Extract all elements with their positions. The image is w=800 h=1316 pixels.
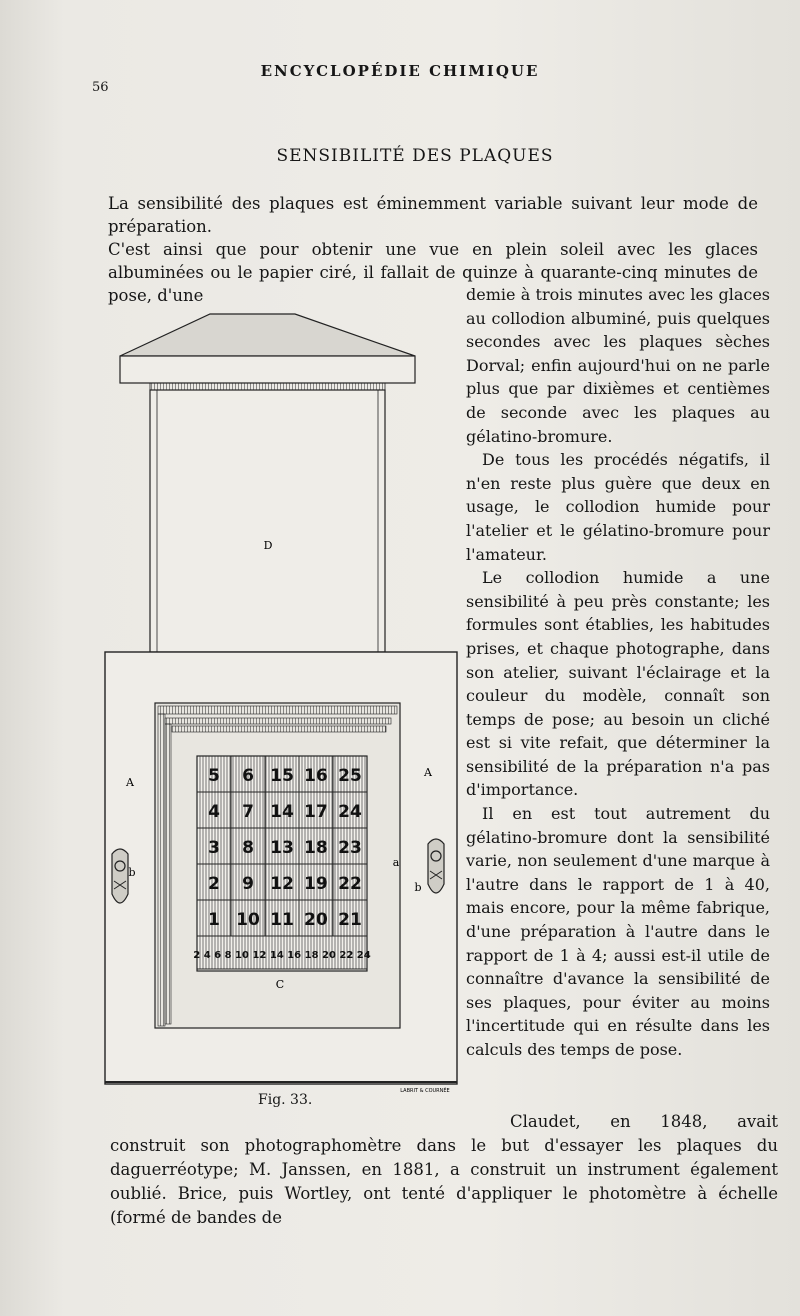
page-number: 56 <box>92 80 109 95</box>
label-b-left: b <box>128 866 136 879</box>
grid-cell-number: 15 <box>270 766 294 786</box>
grid-cell-number: 24 <box>338 802 362 822</box>
column-paragraph-2: De tous les procédés négatifs, il n'en reste plus guère que deux en usage, le collodion humide pour l'atelier et le gélatino-bromure pour l'amateur. <box>466 450 770 564</box>
label-D: D <box>263 539 273 552</box>
grid-cell-number: 11 <box>270 910 294 930</box>
figure-33 <box>100 306 470 1096</box>
grid-cell-number: 1 <box>208 910 220 930</box>
grid-cell-number: 17 <box>304 802 328 822</box>
label-A-right: A <box>424 766 432 779</box>
bottom-paragraph-1: Claudet, en 1848, avait construit son photographomètre dans le but d'essayer les plaques du daguerréotype; M. Janssen, en 1881, a construit un instrument également oublié. Brice, puis Wortley, ont tenté d'appliquer le photomètre à échelle (formé de bandes de <box>110 1112 778 1227</box>
intro-paragraph-2: C'est ainsi que pour obtenir une vue en plein soleil avec les glaces albuminées ou le papier ciré, il fallait de quinze à quarante-cinq minutes de pose, d'une <box>108 240 758 305</box>
label-C: C <box>275 978 285 991</box>
grid-cell-number: 7 <box>242 802 254 822</box>
bottom-text <box>110 1110 778 1230</box>
column-paragraph-4: Il en est tout autrement du gélatino-bromure dont la sensibilité varie, non seulement d'une marque à l'autre dans le rapport de 1 à 40, mais encore, pour la même fabrique, d'une préparation à l'autre dans le rapport de 1 à 4; aussi est-il utile de connaître d'avance la sensibilité de ses plaques, pour éviter au moins l'incertitude qui en résulte dans les calculs des temps de pose. <box>466 804 770 1059</box>
photometer-illustration <box>100 306 470 1096</box>
intro-paragraph-1: La sensibilité des plaques est éminemment variable suivant leur mode de préparation. <box>108 194 758 236</box>
grid-cell-number: 13 <box>270 838 294 858</box>
grid-cell-number: 10 <box>236 910 260 930</box>
grid-cell-number: 5 <box>208 766 220 786</box>
grid-cell-number: 14 <box>270 802 294 822</box>
right-clamp-icon <box>428 839 444 893</box>
left-clamp-icon <box>112 849 128 903</box>
engraver-credit: LABRIT & COURNÉE <box>400 1088 450 1094</box>
box-roof <box>120 314 415 390</box>
grid-cell-number: 19 <box>304 874 328 894</box>
grid-cell-number: 4 <box>208 802 220 822</box>
label-A-left: A <box>126 776 134 789</box>
section-title: SENSIBILITÉ DES PLAQUES <box>276 146 554 166</box>
text-column <box>466 283 770 1062</box>
label-a: a <box>392 856 400 869</box>
column-paragraph-3: Le collodion humide a une sensibilité à peu près constante; les formules sont établies, les habitudes prises, et chaque photographe, dans son atelier, suivant l'éclairage et la couleur du modèle, connaît son temps de pose; au besoin un cliché est si vite refait, que déterminer la sensibilité de la préparation n'a pas d'importance. <box>466 568 770 800</box>
grid-cell-number: 3 <box>208 838 220 858</box>
grid-cell-number: 6 <box>242 766 254 786</box>
grid-cell-number: 21 <box>338 910 362 930</box>
running-title: ENCYCLOPÉDIE CHIMIQUE <box>260 62 540 80</box>
label-b-right: b <box>414 881 422 894</box>
grid-cell-number: 22 <box>338 874 362 894</box>
figure-caption: Fig. 33. <box>258 1092 313 1108</box>
grid-cell-number: 23 <box>338 838 362 858</box>
grid-bottom-scale: 2 4 6 8 10 12 14 16 18 20 22 24 <box>193 950 371 961</box>
grid-cell-number: 8 <box>242 838 254 858</box>
grid-cell-number: 9 <box>242 874 254 894</box>
grid-cell-number: 20 <box>304 910 328 930</box>
grid-cell-number: 12 <box>270 874 294 894</box>
grid-cell-number: 2 <box>208 874 220 894</box>
grid-cell-number: 16 <box>304 766 328 786</box>
grid-cell-number: 25 <box>338 766 362 786</box>
grid-cell-number: 18 <box>304 838 328 858</box>
column-paragraph-1: demie à trois minutes avec les glaces au collodion albuminé, puis quelques secondes avec les plaques sèches Dorval; enfin aujourd'hui on ne parle plus que par dixièmes et centièmes de seconde avec les plaques au gélatino-bromure. <box>466 285 770 446</box>
sensitometer-grid <box>193 756 370 971</box>
upper-box <box>150 390 385 652</box>
